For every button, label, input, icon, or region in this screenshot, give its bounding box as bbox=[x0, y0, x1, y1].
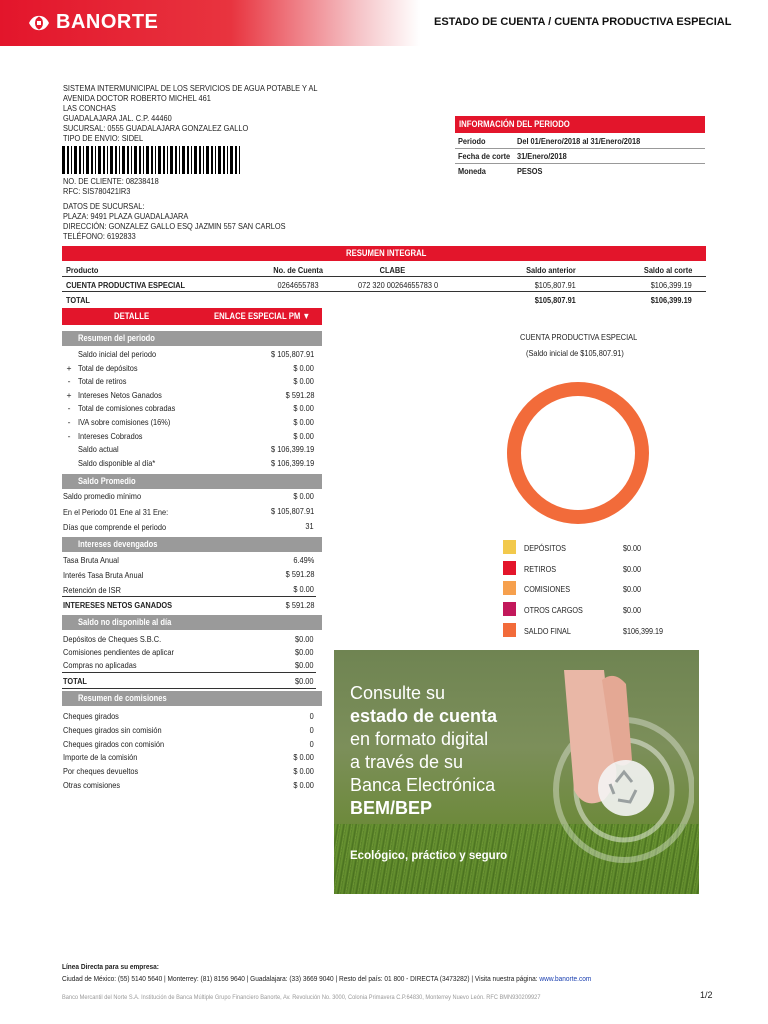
row-label: Intereses Cobrados bbox=[78, 430, 143, 441]
total-label: TOTAL bbox=[66, 295, 90, 305]
section-header-saldo-promedio bbox=[62, 474, 322, 489]
row-label: Saldo inicial del periodo bbox=[78, 349, 157, 359]
section-title: Intereses devengados bbox=[78, 539, 158, 549]
legend-swatch bbox=[503, 540, 516, 554]
ad-line: BEM/BEP bbox=[350, 798, 433, 818]
client-ids bbox=[63, 176, 159, 196]
row-value: $ 0.00 bbox=[293, 491, 314, 501]
row-value: $ 0.00 bbox=[293, 430, 314, 441]
branch-line: DIRECCIÓN: GONZALEZ GALLO ESQ JAZMIN 557 SAN CARLOS bbox=[63, 221, 286, 231]
col-header-cuenta: No. de Cuenta bbox=[273, 265, 323, 275]
period-row bbox=[455, 134, 705, 149]
period-title: INFORMACIÓN DEL PERIODO bbox=[459, 119, 570, 129]
legend-swatch bbox=[503, 581, 516, 595]
website-link[interactable]: www.banorte.com bbox=[539, 974, 592, 983]
period-header bbox=[455, 116, 705, 133]
row-value: $ 0.00 bbox=[293, 403, 314, 414]
period-row bbox=[455, 164, 705, 179]
row-label: Retención de ISR bbox=[63, 585, 121, 595]
row-value: $ 0.00 bbox=[293, 752, 314, 763]
client-rfc: RFC: SIS780421IR3 bbox=[63, 186, 131, 196]
row-value: $ 0.00 bbox=[293, 584, 314, 594]
no-disponible-total-row bbox=[62, 675, 316, 689]
row-value: $ 106,399.19 bbox=[270, 444, 314, 455]
section-header-comisiones bbox=[62, 691, 322, 706]
period-value: PESOS bbox=[517, 166, 543, 176]
list-item bbox=[62, 362, 316, 375]
branch-info bbox=[63, 201, 286, 241]
hand-touch-image bbox=[544, 670, 694, 890]
legend-value: $106,399.19 bbox=[623, 625, 664, 636]
client-number: NO. DE CLIENTE: 08238418 bbox=[63, 176, 159, 186]
intereses-total-row bbox=[62, 599, 316, 612]
ad-headline bbox=[350, 682, 497, 820]
period-key: Periodo bbox=[458, 136, 486, 146]
row-label: Total de comisiones cobradas bbox=[78, 403, 176, 414]
branch-line: TELÉFONO: 6192833 bbox=[63, 231, 136, 241]
legend-item bbox=[503, 602, 683, 618]
legend-value: $0.00 bbox=[623, 605, 642, 616]
cell-clabe: 072 320 00264655783 0 bbox=[358, 280, 439, 290]
detalle-tab[interactable]: DETALLE bbox=[114, 311, 150, 321]
period-value: Del 01/Enero/2018 al 31/Enero/2018 bbox=[517, 136, 641, 146]
row-sign: + bbox=[66, 362, 72, 373]
row-label: Cheques girados sin comisión bbox=[63, 724, 162, 735]
list-item bbox=[62, 375, 316, 388]
row-value: $ 0.00 bbox=[293, 376, 314, 387]
detalle-tab-bar bbox=[62, 308, 322, 325]
legend-label: OTROS CARGOS bbox=[524, 605, 583, 616]
row-label: En el Periodo 01 Ene al 31 Ene: bbox=[63, 507, 169, 517]
chart-subtitle: (Saldo inicial de $105,807.91) bbox=[526, 348, 624, 358]
list-item bbox=[62, 402, 316, 415]
row-label: IVA sobre comisiones (16%) bbox=[78, 417, 171, 427]
row-label: Interés Tasa Bruta Anual bbox=[63, 570, 144, 580]
list-item bbox=[62, 457, 316, 470]
row-value: $0.00 bbox=[295, 647, 314, 657]
row-sign: - bbox=[67, 417, 71, 427]
digital-statement-ad[interactable] bbox=[334, 650, 699, 894]
row-value: $ 106,399.19 bbox=[270, 457, 314, 468]
total-saldo-corte: $106,399.19 bbox=[650, 295, 692, 305]
resumen-integral-title: RESUMEN INTEGRAL bbox=[346, 248, 427, 258]
legend-swatch bbox=[503, 602, 516, 616]
list-item bbox=[62, 646, 316, 659]
resumen-integral-header bbox=[62, 246, 706, 261]
row-label: Compras no aplicadas bbox=[63, 660, 137, 670]
cell-cuenta: 0264655783 bbox=[277, 280, 319, 290]
legend-value: $0.00 bbox=[623, 543, 642, 553]
row-label: TOTAL bbox=[63, 676, 87, 686]
legend-label: DEPÓSITOS bbox=[524, 543, 566, 553]
client-line: LAS CONCHAS bbox=[63, 103, 116, 113]
list-item bbox=[62, 416, 316, 429]
row-label: Otras comisiones bbox=[63, 780, 121, 790]
legend-label: SALDO FINAL bbox=[524, 625, 571, 636]
col-header-saldo-corte: Saldo al corte bbox=[643, 265, 692, 275]
row-label: Cheques girados bbox=[63, 711, 119, 721]
row-value: 31 bbox=[305, 521, 314, 531]
list-item bbox=[62, 738, 316, 751]
list-item bbox=[62, 568, 316, 581]
section-title: Saldo Promedio bbox=[78, 476, 136, 486]
footer-phones: Ciudad de México: (55) 5140 5640 | Monterrey: (81) 8156 9640 | Guadalajara: (33) 3669 9040 | Resto del país: 01 800 - DIRECTA (3473282) | Visita nuestra página: bbox=[62, 974, 538, 983]
list-item bbox=[62, 443, 316, 456]
client-line: TIPO DE ENVIO: SIDEL bbox=[63, 133, 144, 143]
row-value: 0 bbox=[309, 724, 314, 735]
legend-value: $0.00 bbox=[623, 563, 642, 574]
row-value: $0.00 bbox=[295, 676, 314, 686]
ad-line: a través de su bbox=[350, 752, 464, 772]
table-total-row bbox=[62, 293, 706, 307]
client-line: GUADALAJARA JAL. C.P. 44460 bbox=[63, 113, 172, 123]
row-label: Importe de la comisión bbox=[63, 752, 138, 763]
row-label: Tasa Bruta Anual bbox=[63, 555, 119, 565]
enlace-especial-dropdown[interactable]: ENLACE ESPECIAL PM ▼ bbox=[214, 311, 311, 321]
bank-name: BANORTE bbox=[56, 11, 159, 33]
section-header-resumen-periodo bbox=[62, 331, 322, 346]
list-item bbox=[62, 430, 316, 443]
list-item bbox=[62, 389, 316, 402]
section-title: Saldo no disponible al día bbox=[78, 617, 172, 627]
col-header-saldo-anterior: Saldo anterior bbox=[526, 265, 576, 275]
list-item bbox=[62, 659, 316, 673]
footer-heading: Línea Directa para su empresa: bbox=[62, 962, 159, 971]
col-header-clabe: CLABE bbox=[379, 265, 406, 275]
banorte-logo-icon bbox=[26, 12, 52, 34]
col-header-producto: Producto bbox=[66, 265, 99, 275]
ad-line: en formato digital bbox=[350, 729, 489, 749]
list-item bbox=[62, 583, 316, 597]
row-value: $ 591.28 bbox=[285, 389, 314, 400]
row-label: Saldo promedio mínimo bbox=[63, 491, 142, 501]
row-sign: - bbox=[67, 376, 71, 387]
donut-chart bbox=[500, 376, 680, 536]
ad-tagline: Ecológico, práctico y seguro bbox=[350, 850, 508, 862]
list-item bbox=[62, 710, 316, 723]
resumen-table-header bbox=[62, 263, 706, 277]
list-item bbox=[62, 765, 316, 778]
branch-line: PLAZA: 9491 PLAZA GUADALAJARA bbox=[63, 211, 189, 221]
legend-item bbox=[503, 540, 683, 556]
row-label: INTERESES NETOS GANADOS bbox=[63, 600, 173, 610]
row-value: $ 0.00 bbox=[293, 766, 314, 777]
legend-label: COMISIONES bbox=[524, 584, 571, 595]
list-item bbox=[62, 490, 316, 503]
client-line: SISTEMA INTERMUNICIPAL DE LOS SERVICIOS DE AGUA POTABLE Y AL bbox=[63, 83, 318, 93]
cell-saldo-corte: $106,399.19 bbox=[650, 280, 692, 290]
legal-text: Banco Mercantil del Norte S.A. Institución de Banca Múltiple Grupo Financiero Banorte, Av. Revolución No. 3000, Colonia Primavera C.P.64830, Monterrey Nuevo León. RFC BMN930209927 bbox=[62, 994, 541, 1001]
list-item bbox=[62, 554, 316, 567]
row-sign: - bbox=[67, 403, 71, 414]
row-label: Depósitos de Cheques S.B.C. bbox=[63, 634, 162, 644]
row-value: $ 105,807.91 bbox=[270, 349, 314, 359]
section-title: Resumen de comisiones bbox=[78, 693, 167, 703]
row-label: Total de depósitos bbox=[78, 362, 138, 373]
section-header-no-disponible bbox=[62, 615, 322, 630]
legend-item bbox=[503, 561, 683, 577]
period-key: Fecha de corte bbox=[458, 151, 511, 161]
cell-producto: CUENTA PRODUCTIVA ESPECIAL bbox=[66, 280, 186, 290]
client-address bbox=[63, 83, 318, 143]
section-header-intereses bbox=[62, 537, 322, 552]
period-value: 31/Enero/2018 bbox=[517, 151, 567, 161]
row-value: 0 bbox=[309, 738, 314, 749]
row-value: $ 591.28 bbox=[285, 569, 314, 579]
legend-item bbox=[503, 581, 683, 597]
row-label: Comisiones pendientes de aplicar bbox=[63, 647, 174, 657]
client-line: AVENIDA DOCTOR ROBERTO MICHEL 461 bbox=[63, 93, 211, 103]
list-item bbox=[62, 505, 316, 518]
row-value: $ 591.28 bbox=[285, 600, 314, 610]
bank-logo bbox=[26, 11, 158, 34]
branch-line: DATOS DE SUCURSAL: bbox=[63, 201, 145, 211]
row-value: $ 0.00 bbox=[293, 362, 314, 373]
row-value: $0.00 bbox=[295, 660, 314, 670]
list-item bbox=[62, 779, 316, 792]
row-label: Total de retiros bbox=[78, 376, 127, 387]
row-value: $ 0.00 bbox=[293, 780, 314, 790]
row-sign: - bbox=[67, 430, 71, 441]
list-item bbox=[62, 751, 316, 764]
list-item bbox=[62, 520, 316, 533]
legend-swatch bbox=[503, 623, 516, 637]
barcode-image bbox=[62, 146, 242, 174]
row-label: Por cheques devueltos bbox=[63, 766, 139, 777]
footer-contact bbox=[62, 974, 591, 983]
row-value: 6.49% bbox=[293, 555, 314, 565]
ad-line: estado de cuenta bbox=[350, 706, 498, 726]
document-title: ESTADO DE CUENTA / CUENTA PRODUCTIVA ESPECIAL bbox=[434, 16, 732, 28]
row-label: Cheques girados con comisión bbox=[63, 738, 165, 749]
legend-item bbox=[503, 623, 683, 639]
row-value: $0.00 bbox=[295, 634, 314, 644]
ad-line: Banca Electrónica bbox=[350, 775, 496, 795]
legend-value: $0.00 bbox=[623, 584, 642, 595]
row-label: Saldo actual bbox=[78, 444, 119, 455]
table-row bbox=[62, 278, 706, 292]
row-value: $ 105,807.91 bbox=[270, 506, 314, 516]
row-label: Saldo disponible al día* bbox=[78, 457, 156, 468]
list-item bbox=[62, 348, 316, 361]
footer bbox=[62, 962, 678, 983]
cell-saldo-anterior: $105,807.91 bbox=[534, 280, 576, 290]
total-saldo-anterior: $105,807.91 bbox=[534, 295, 576, 305]
legend-swatch bbox=[503, 561, 516, 575]
list-item bbox=[62, 724, 316, 737]
row-value: $ 0.00 bbox=[293, 417, 314, 427]
period-key: Moneda bbox=[458, 166, 486, 176]
section-title: Resumen del periodo bbox=[78, 333, 155, 343]
row-sign: + bbox=[66, 389, 72, 400]
list-item bbox=[62, 633, 316, 646]
legend-label: RETIROS bbox=[524, 563, 557, 574]
row-label: Intereses Netos Ganados bbox=[78, 389, 162, 400]
client-line: SUCURSAL: 0555 GUADALAJARA GONZALEZ GALLO bbox=[63, 123, 249, 133]
donut-slice bbox=[514, 389, 642, 517]
page-number: 1/2 bbox=[700, 990, 713, 1000]
ad-line: Consulte su bbox=[350, 683, 446, 703]
row-value: 0 bbox=[309, 711, 314, 721]
period-row bbox=[455, 149, 705, 164]
chart-title: CUENTA PRODUCTIVA ESPECIAL bbox=[520, 332, 638, 342]
row-label: Días que comprende el periodo bbox=[63, 522, 167, 532]
